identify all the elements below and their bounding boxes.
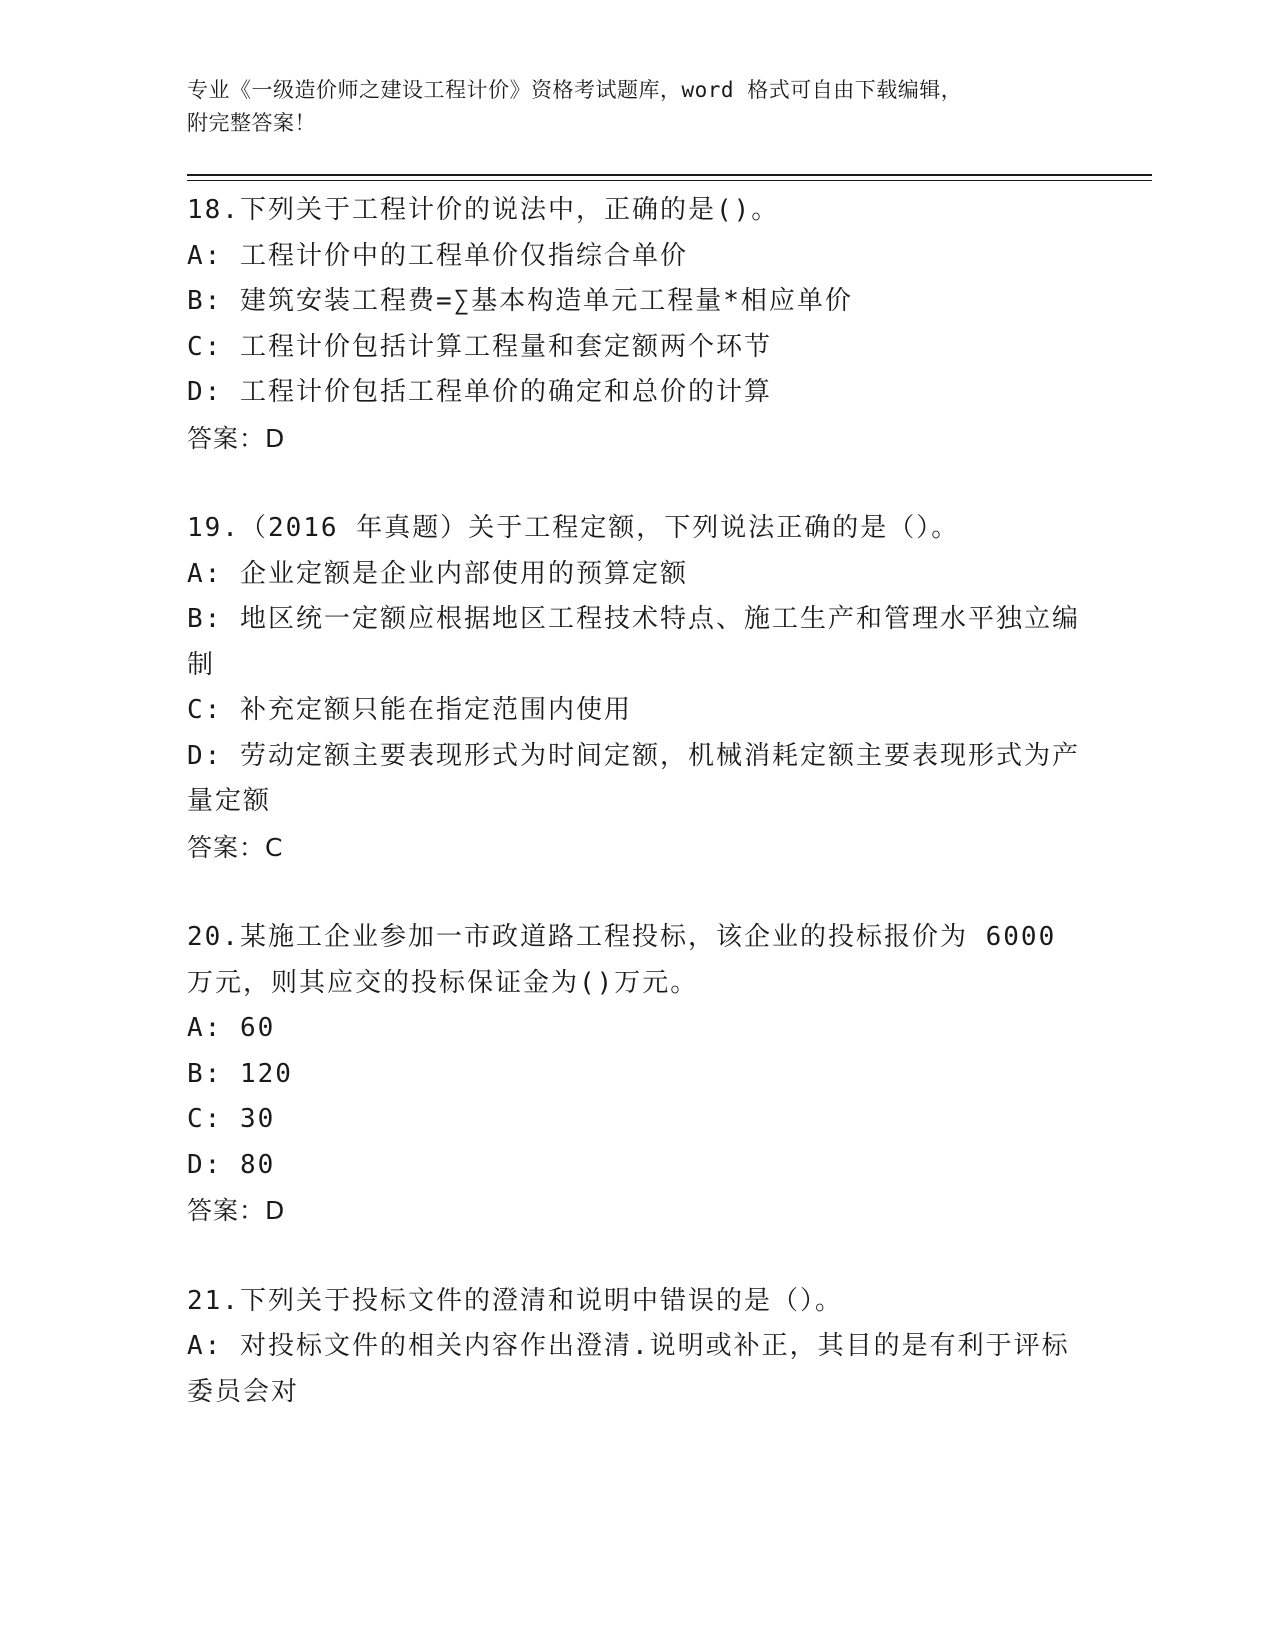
option-c: C: 30: [187, 1104, 276, 1134]
question-text: 19.（2016 年真题）关于工程定额，下列说法正确的是（）。: [187, 513, 960, 543]
answer: 答案：C: [187, 832, 284, 862]
question-20: [187, 915, 1087, 1234]
question-text: 18.下列关于工程计价的说法中，正确的是()。: [187, 195, 780, 225]
option-a: A: 企业定额是企业内部使用的预算定额: [187, 558, 688, 589]
question-text: 20.某施工企业参加一市政道路工程投标，该企业的投标报价为 6000 万元，则其应交的投标保证金为()万元。: [187, 922, 1057, 998]
option-b: B: 120: [187, 1058, 293, 1089]
answer: 答案：D: [187, 1196, 286, 1225]
option-a: A: 工程计价中的工程单价仅指综合单价: [187, 240, 688, 271]
option-b: B: 建筑安装工程费=∑基本构造单元工程量*相应单价: [187, 286, 853, 316]
option-d: D: 工程计价包括工程单价的确定和总价的计算: [187, 377, 772, 407]
option-c: C: 工程计价包括计算工程量和套定额两个环节: [187, 331, 772, 362]
question-21: [187, 1279, 1087, 1416]
document-header: [187, 74, 1107, 140]
option-a: A: 60: [187, 1013, 276, 1043]
header-divider-thin: [187, 180, 1152, 181]
option-b: B: 地区统一定额应根据地区工程技术特点、施工生产和管理水平独立编制: [187, 604, 1080, 680]
question-list: [187, 188, 1087, 1460]
question-text: 21.下列关于投标文件的澄清和说明中错误的是（）。: [187, 1285, 843, 1316]
header-line-1: 专业《一级造价师之建设工程计价》资格考试题库，word 格式可自由下载编辑，: [187, 78, 963, 102]
option-d: D: 80: [187, 1149, 276, 1180]
option-d: D: 劳动定额主要表现形式为时间定额，机械消耗定额主要表现形式为产量定额: [187, 740, 1080, 816]
header-line-2: 附完整答案！: [187, 111, 316, 135]
option-a: A: 对投标文件的相关内容作出澄清.说明或补正，其目的是有利于评标委员会对: [187, 1331, 1070, 1407]
question-19: [187, 506, 1087, 870]
question-18: [187, 188, 1087, 461]
answer: 答案：D: [187, 423, 286, 453]
header-divider-thick: [187, 174, 1152, 176]
option-c: C: 补充定额只能在指定范围内使用: [187, 695, 632, 725]
